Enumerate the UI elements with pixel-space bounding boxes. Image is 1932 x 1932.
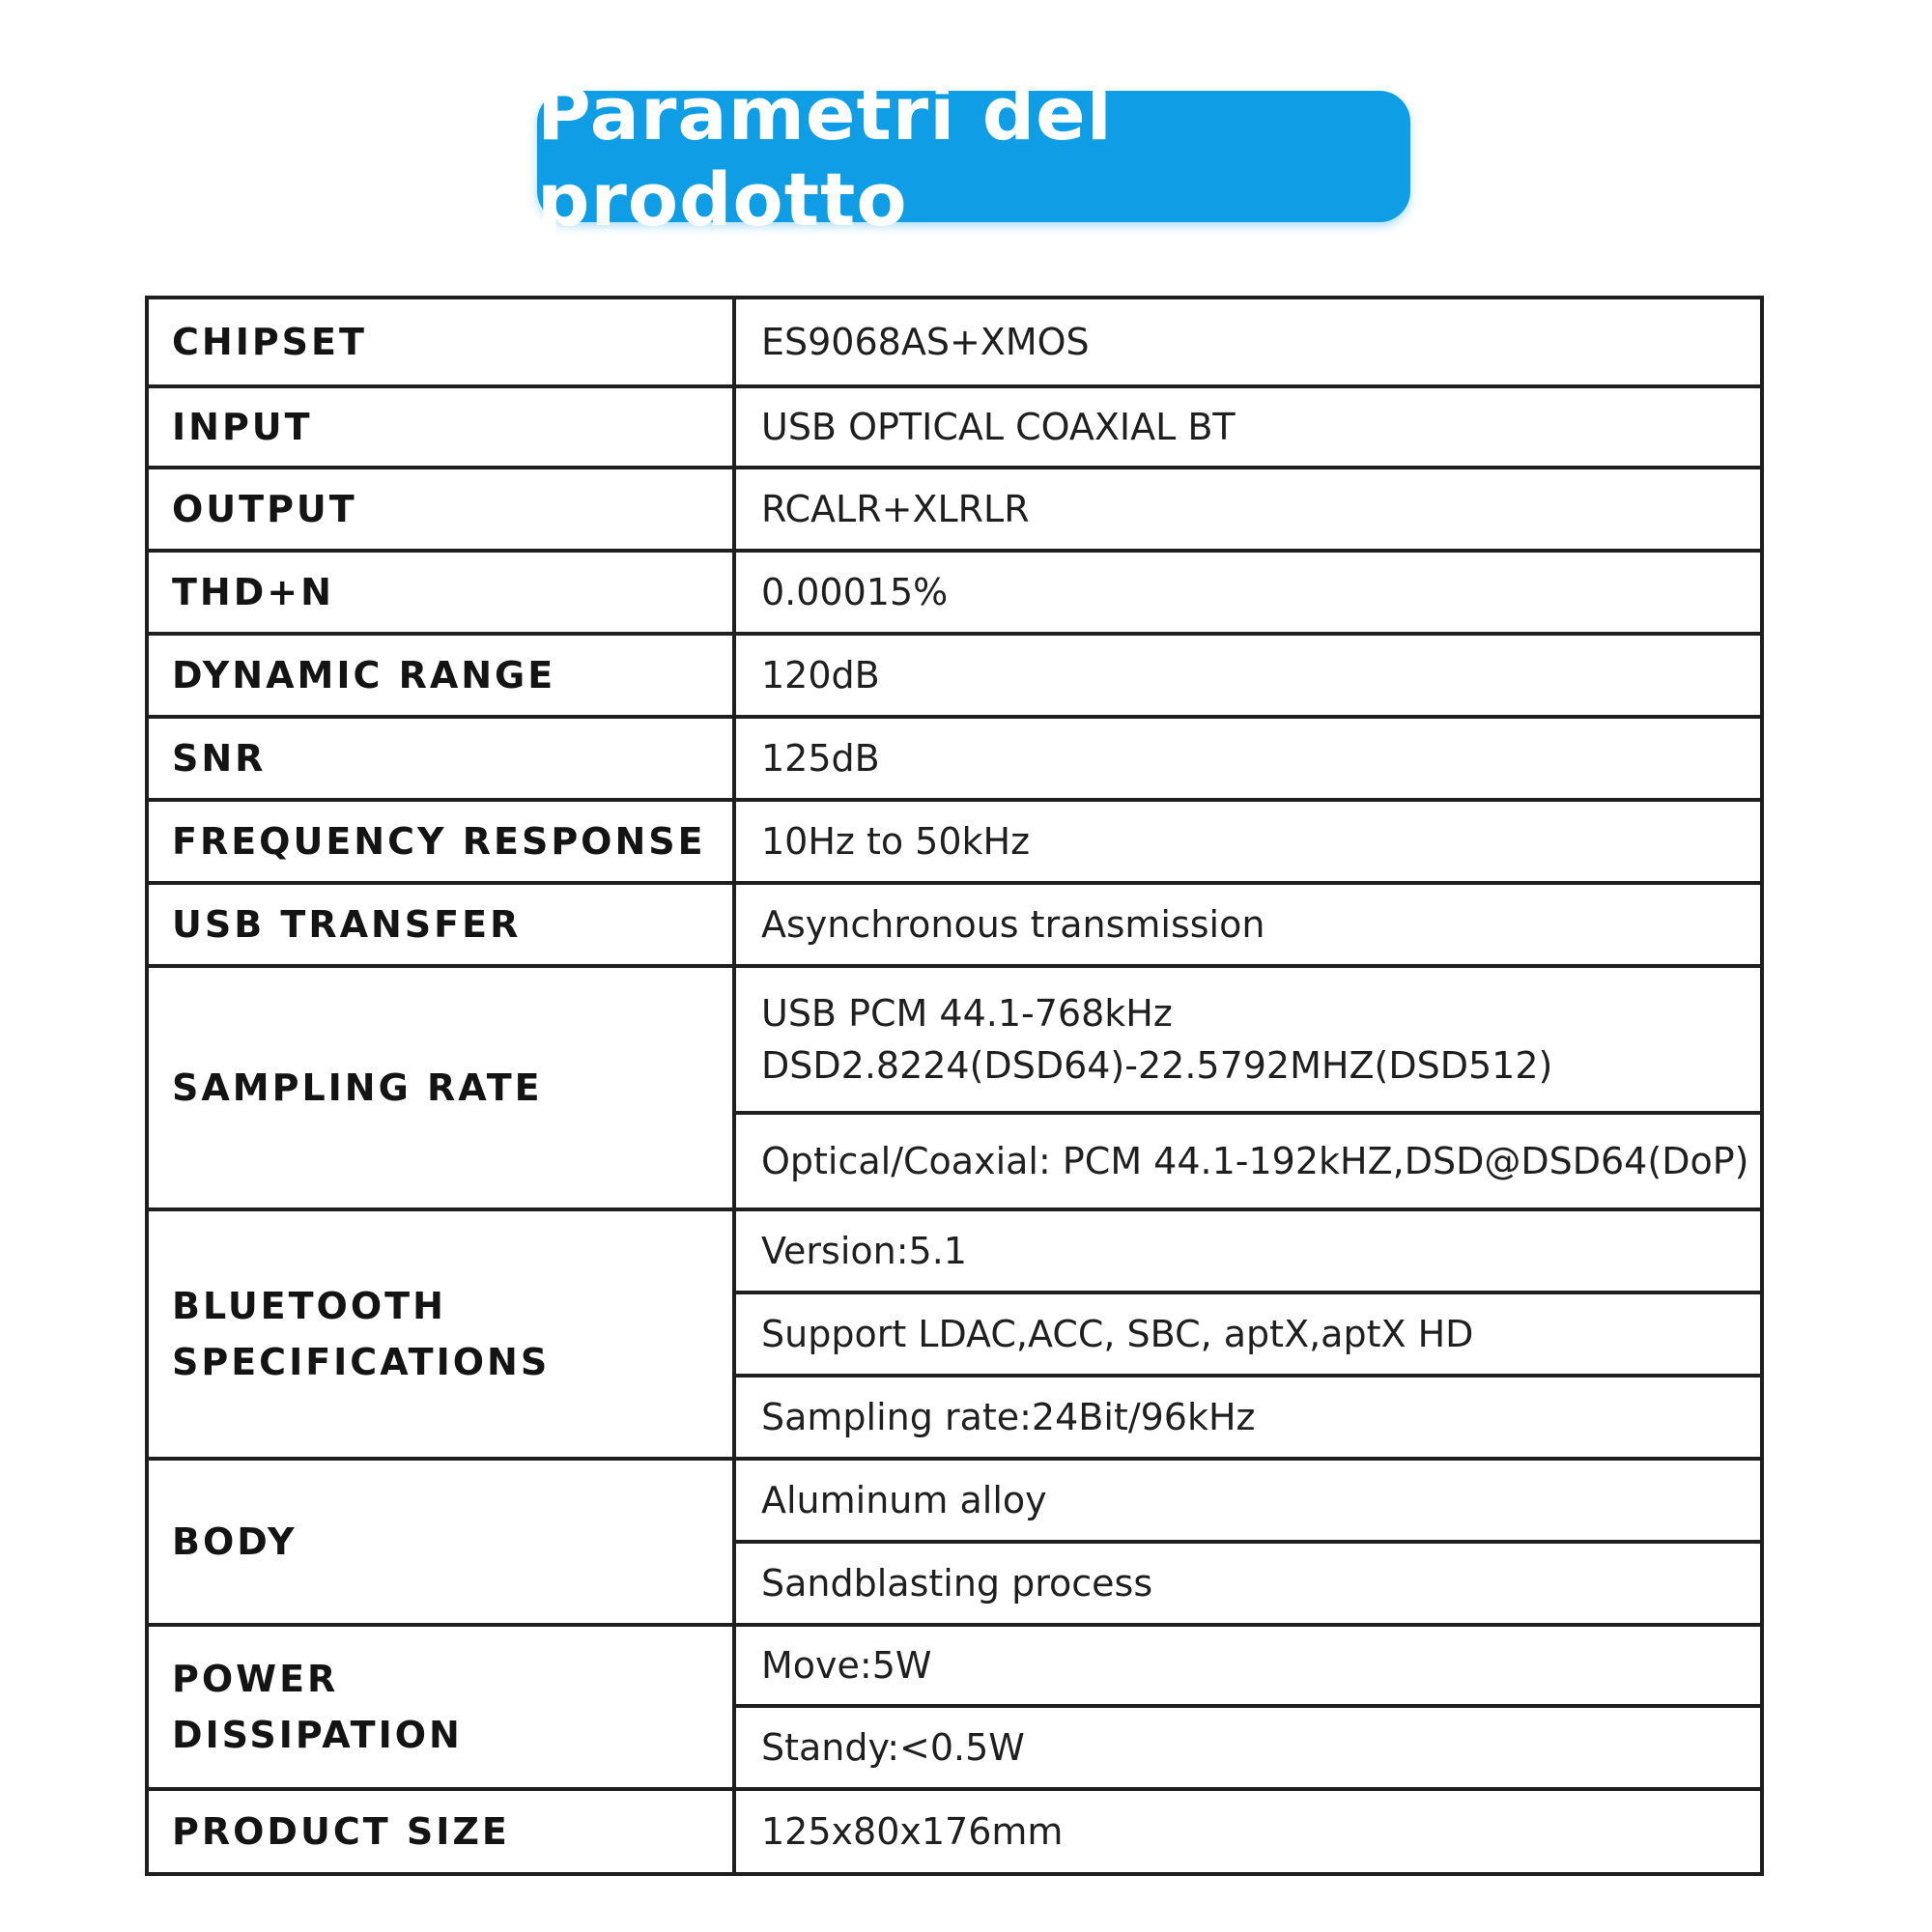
table-row: [147, 800, 1762, 883]
table-row: [147, 298, 1762, 386]
spec-label: FREQUENCY RESPONSE: [147, 800, 734, 883]
spec-value: 125x80x176mm: [734, 1789, 1762, 1874]
table-row: [147, 1209, 1762, 1293]
spec-value: Sandblasting process: [734, 1542, 1762, 1625]
spec-label: SAMPLING RATE: [147, 966, 734, 1209]
spec-label: INPUT: [147, 386, 734, 468]
spec-label-line: BLUETOOTH: [172, 1285, 446, 1327]
spec-label: SNR: [147, 717, 734, 800]
page-title: Parametri del prodotto: [537, 91, 1410, 222]
spec-value: [734, 966, 1762, 1113]
spec-value: RCALR+XLRLR: [734, 468, 1762, 551]
spec-table: [145, 296, 1764, 1876]
spec-value: 0.00015%: [734, 551, 1762, 634]
spec-label-line: DISSIPATION: [172, 1714, 463, 1756]
spec-value: Sampling rate:24Bit/96kHz: [734, 1376, 1762, 1459]
spec-value: 125dB: [734, 717, 1762, 800]
spec-value: USB OPTICAL COAXIAL BT: [734, 386, 1762, 468]
spec-value: Optical/Coaxial: PCM 44.1-192kHZ,DSD@DSD64(DoP): [734, 1113, 1762, 1209]
spec-value: 120dB: [734, 634, 1762, 717]
spec-value-line: DSD2.8224(DSD64)-22.5792MHZ(DSD512): [761, 1044, 1553, 1087]
table-row: [147, 1459, 1762, 1542]
table-row: [147, 386, 1762, 468]
spec-value: Aluminum alloy: [734, 1459, 1762, 1542]
spec-label: OUTPUT: [147, 468, 734, 551]
table-row: [147, 634, 1762, 717]
spec-label: CHIPSET: [147, 298, 734, 386]
table-row: [147, 468, 1762, 551]
spec-label: PRODUCT SIZE: [147, 1789, 734, 1874]
spec-value: Support LDAC,ACC, SBC, aptX,aptX HD: [734, 1293, 1762, 1376]
spec-label: [147, 1625, 734, 1789]
table-row: [147, 966, 1762, 1113]
spec-label: BODY: [147, 1459, 734, 1625]
spec-value-line: USB PCM 44.1-768kHz: [761, 992, 1173, 1035]
spec-label: [147, 1209, 734, 1459]
table-row: [147, 883, 1762, 966]
table-row: [147, 551, 1762, 634]
spec-value: 10Hz to 50kHz: [734, 800, 1762, 883]
spec-value: Asynchronous transmission: [734, 883, 1762, 966]
spec-label: THD+N: [147, 551, 734, 634]
spec-value: ES9068AS+XMOS: [734, 298, 1762, 386]
table-row: [147, 717, 1762, 800]
spec-value: Version:5.1: [734, 1209, 1762, 1293]
spec-label-line: POWER: [172, 1658, 339, 1700]
spec-value: Move:5W: [734, 1625, 1762, 1706]
table-row: [147, 1789, 1762, 1874]
spec-label: DYNAMIC RANGE: [147, 634, 734, 717]
spec-label-line: SPECIFICATIONS: [172, 1341, 551, 1383]
spec-label: USB TRANSFER: [147, 883, 734, 966]
table-row: [147, 1625, 1762, 1706]
spec-value: Standy:<0.5W: [734, 1706, 1762, 1789]
